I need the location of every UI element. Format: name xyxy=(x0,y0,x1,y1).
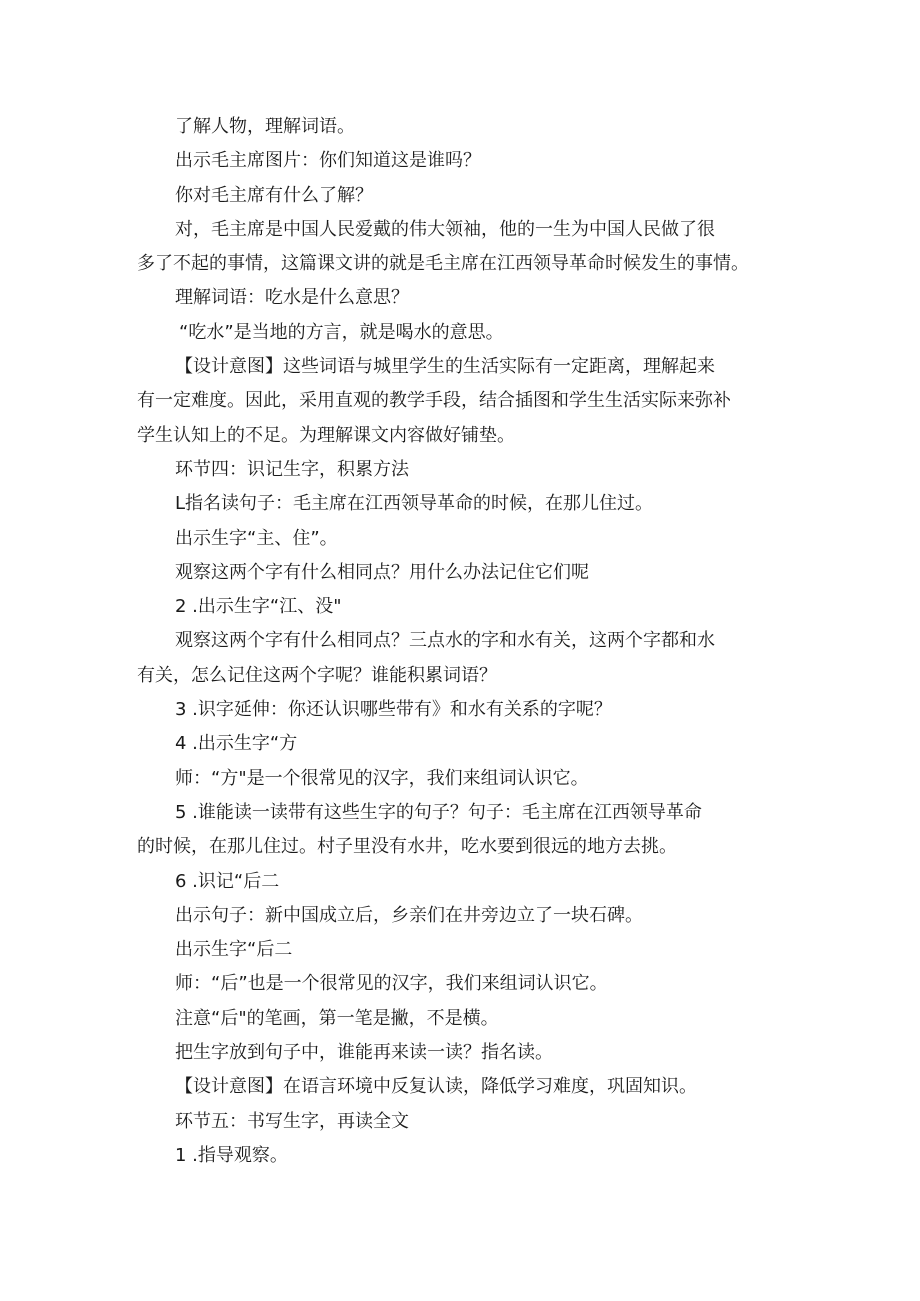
text-line-7: “吃水”是当地的方言，就是喝水的意思。 xyxy=(179,321,504,343)
text-line-28: 把生字放到句子中，谁能再来读一读？指名读。 xyxy=(175,1042,553,1064)
text-line-27: 注意“后"的笔画，第一笔是撇，不是横。 xyxy=(175,1007,499,1029)
text-line-17: 有关，怎么记住这两个字呢？谁能积累词语？ xyxy=(137,664,497,686)
text-line-13: 出示生字“主、住”。 xyxy=(175,527,338,549)
text-line-5: 多了不起的事情，这篇课文讲的就是毛主席在江西领导革命时候发生的事情。 xyxy=(137,253,749,275)
text-line-12: L指名读句子：毛主席在江西领导革命的时候，在那儿住过。 xyxy=(175,493,654,515)
text-line-2: 出示毛主席图片：你们知道这是谁吗？ xyxy=(175,150,481,172)
text-line-30: 环节五：书写生字，再读全文 xyxy=(175,1110,409,1132)
text-line-15: 2 .出示生字“江、没" xyxy=(175,596,342,618)
text-line-18: 3 .识字延伸：你还认识哪些带有》和水有关系的字呢？ xyxy=(175,699,612,721)
lesson-plan-text xyxy=(137,110,797,1173)
text-line-4: 对，毛主席是中国人民爱戴的伟大领袖，他的一生为中国人民做了很 xyxy=(175,218,715,240)
text-line-23: 6 .识记“后二 xyxy=(175,870,280,892)
text-line-26: 师：“后”也是一个很常见的汉字，我们来组词认识它。 xyxy=(175,973,608,995)
text-line-16: 观察这两个字有什么相同点？三点水的字和水有关，这两个字都和水 xyxy=(175,630,715,652)
text-line-3: 你对毛主席有什么了解？ xyxy=(175,184,373,206)
text-line-19: 4 .出示生字“方 xyxy=(175,733,298,755)
text-line-6: 理解词语：吃水是什么意思？ xyxy=(175,287,409,309)
text-line-10: 学生认知上的不足。为理解课文内容做好铺垫。 xyxy=(137,424,515,446)
text-line-20: 师：“方"是一个很常见的汉字，我们来组词认识它。 xyxy=(175,767,589,789)
text-line-9: 有一定难度。因此，采用直观的教学手段，结合插图和学生生活实际来弥补 xyxy=(137,390,731,412)
text-line-14: 观察这两个字有什么相同点？用什么办法记住它们呢 xyxy=(175,561,589,583)
text-line-21: 5 .谁能读一读带有这些生字的句子？句子：毛主席在江西领导革命 xyxy=(175,801,702,823)
text-line-25: 出示生字“后二 xyxy=(175,939,293,961)
text-line-31: 1 .指导观察。 xyxy=(175,1144,288,1166)
text-line-1: 了解人物，理解词语。 xyxy=(175,116,355,137)
text-line-22: 的时候，在那儿住过。村子里没有水井，吃水要到很远的地方去挑。 xyxy=(137,836,677,858)
text-line-24: 出示句子：新中国成立后，乡亲们在井旁边立了一块石碑。 xyxy=(175,904,643,926)
text-line-11: 环节四：识记生字，积累方法 xyxy=(175,458,409,480)
text-line-29: 【设计意图】在语言环境中反复认读，降低学习难度，巩固知识。 xyxy=(175,1076,697,1098)
text-line-8: 【设计意图】这些词语与城里学生的生活实际有一定距离，理解起来 xyxy=(175,356,715,378)
